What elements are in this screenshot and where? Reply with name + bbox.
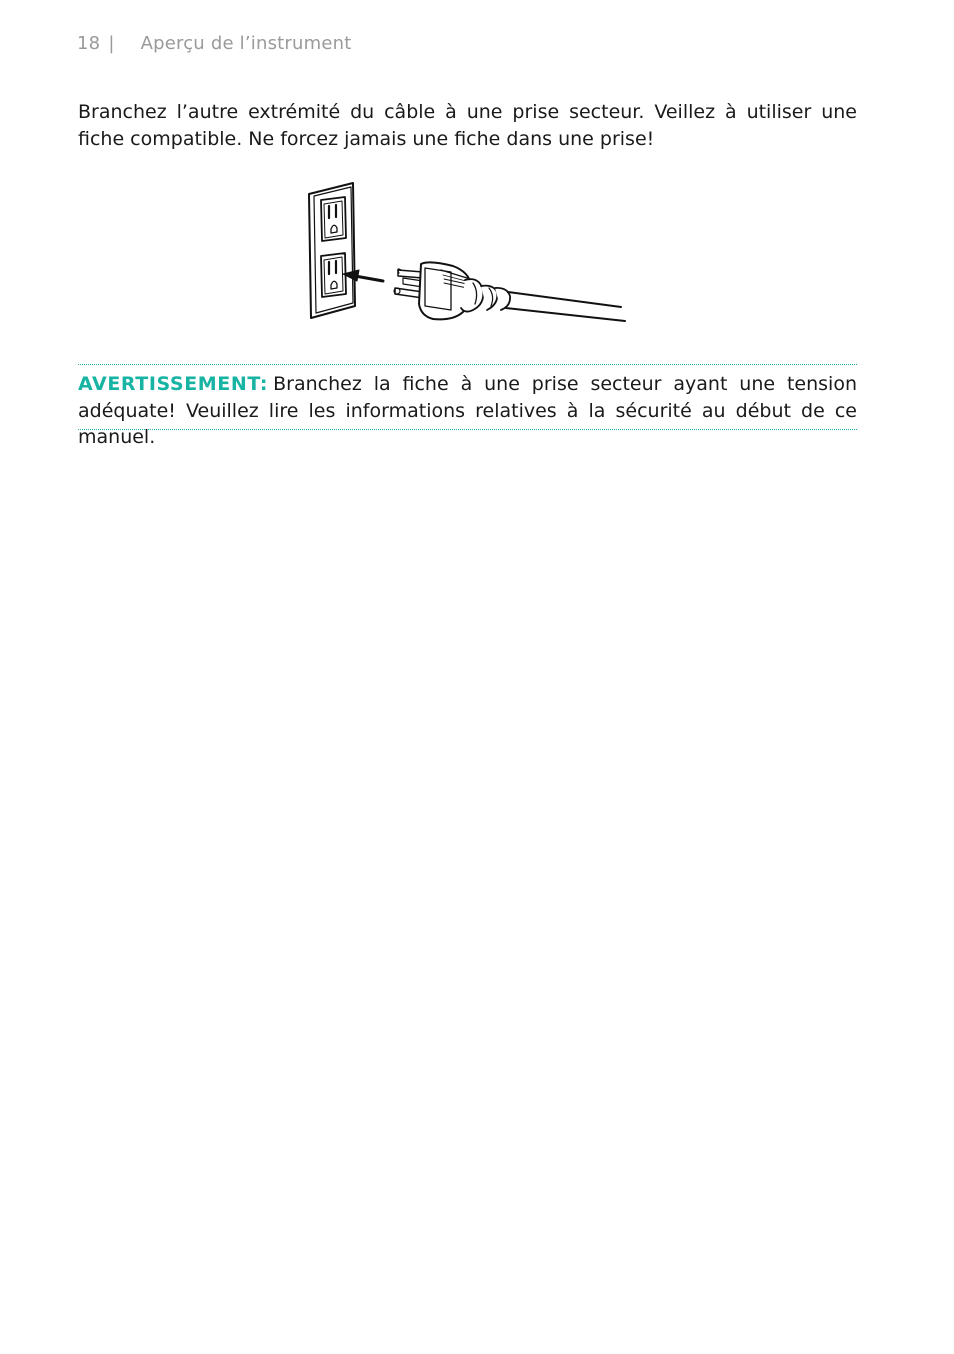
lower-receptacle <box>321 253 346 297</box>
power-outlet-illustration <box>303 180 633 325</box>
upper-receptacle <box>321 197 346 241</box>
header-separator: | <box>108 33 115 54</box>
warning-message: Branchez la fiche à une prise secteur ayant une tension adéquate! Veuillez lire les informations relatives à la sécurité au début de ce manuel. <box>78 373 857 448</box>
page-number: 18 <box>77 33 101 54</box>
plug-body <box>419 262 510 319</box>
power-cable <box>506 292 625 321</box>
page-header <box>77 33 352 54</box>
section-title: Aperçu de l’instrument <box>140 33 352 54</box>
warning-label: AVERTISSEMENT: <box>78 373 269 395</box>
warning-box <box>78 364 857 448</box>
warning-text <box>78 371 857 451</box>
body-paragraph: Branchez l’autre extrémité du câble à une prise secteur. Veillez à utiliser une fiche compatible. Ne forcez jamais une fiche dans une prise! <box>78 101 857 150</box>
